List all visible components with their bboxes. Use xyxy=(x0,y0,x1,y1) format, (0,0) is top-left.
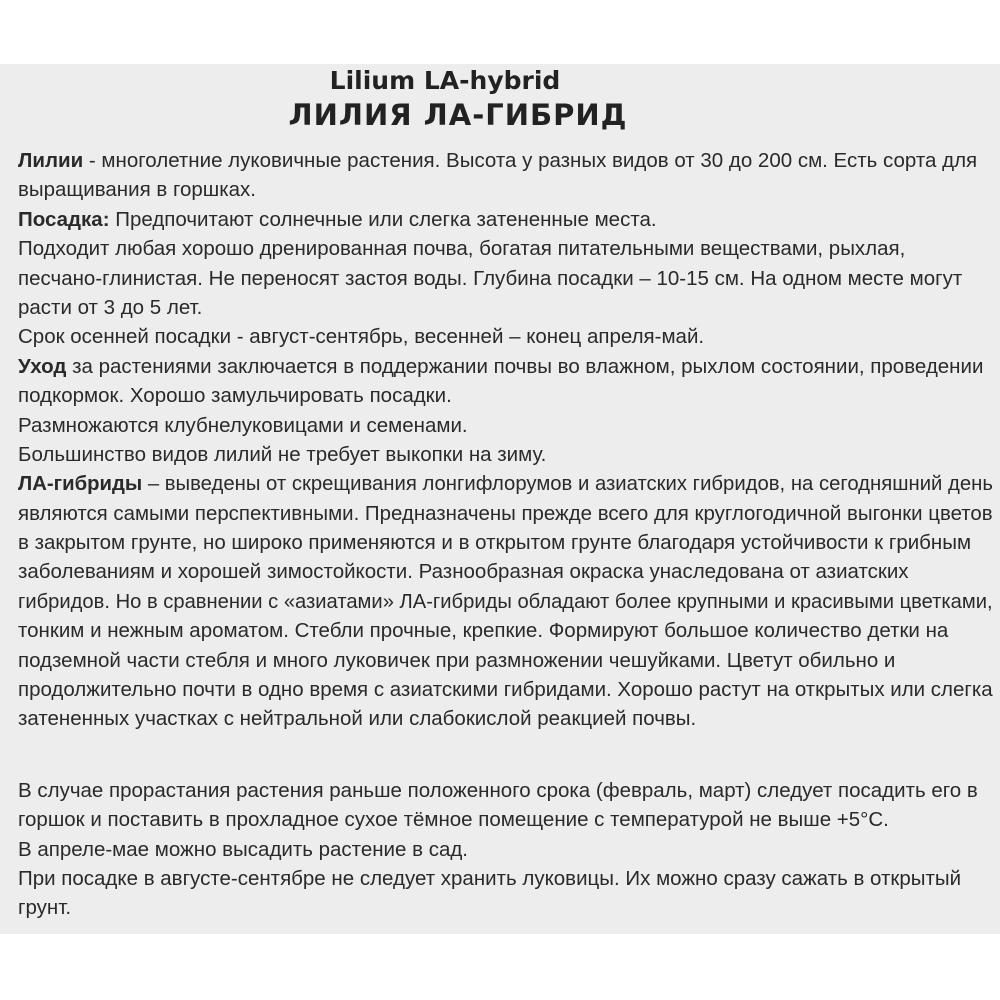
text-line: заболеваниям и хорошей зимостойкости. Разнообразная окраска унаследована от азиатских xyxy=(18,560,909,584)
text-line: Размножаются клубнелуковицами и семенами. xyxy=(18,413,468,437)
term-lilies: Лилии xyxy=(18,149,84,172)
text-line: тонким и нежным ароматом. Стебли прочные, крепкие. Формируют большое количество детки на xyxy=(18,619,949,643)
text-line: грунт. xyxy=(18,896,72,920)
term-la-hybrids: ЛА-гибриды xyxy=(18,472,143,496)
text-line: гибридов. Но в сравнении с «азиатами» ЛА-гибриды обладают более крупными и красивыми цветками, xyxy=(18,589,993,613)
text-span: - многолетние луковичные растения. Высота у разных видов от 30 до 200 см. Есть сорта для xyxy=(83,149,978,172)
text-span: Предпочитают солнечные или слегка затененные места. xyxy=(109,207,657,231)
text-line xyxy=(18,469,993,498)
text-line: в закрытом грунте, но широко применяются и в открытом грунте благодаря устойчивости к грибным xyxy=(18,531,972,555)
instructions-text xyxy=(18,146,993,923)
text-line: Срок осенней посадки - август-сентябрь, весенней – конец апреля-май. xyxy=(18,325,705,349)
text-line: расти от 3 до 5 лет. xyxy=(18,295,203,319)
text-line: подкормок. Хорошо замульчировать посадки. xyxy=(18,384,452,408)
text-line: Большинство видов лилий не требует выкопки на зиму. xyxy=(18,442,547,466)
text-line: затененных участках с нейтральной или слабокислой реакцией почвы. xyxy=(18,707,697,731)
term-care: Уход xyxy=(18,354,67,378)
text-span: за растениями заключается в поддержании почвы во влажном, рыхлом состоянии, проведении xyxy=(66,354,984,378)
title-latin: Lilium LA-hybrid xyxy=(329,66,561,95)
text-line: продолжительно почти в одно время с азиатскими гибридами. Хорошо растут на открытых или слегка xyxy=(18,678,993,702)
text-span: – выведены от скрещивания лонгифлорумов и азиатских гибридов, на сегодняшний день xyxy=(142,472,993,496)
text-line: подземной части стебля и много луковичек при размножении чешуйками. Цветут обильно и xyxy=(18,648,896,672)
text-line: При посадке в августе-сентябре не следует хранить луковицы. Их можно сразу сажать в открытый xyxy=(18,866,962,890)
text-line: песчано-глинистая. Не переносят застоя воды. Глубина посадки – 10-15 см. На одном месте могут xyxy=(18,266,963,290)
paragraph-gap xyxy=(18,734,993,776)
text-line: горшок и поставить в прохладное сухое тёмное помещение с температурой не выше +5°С. xyxy=(18,808,889,832)
term-planting: Посадка: xyxy=(18,207,110,231)
text-line: В апреле-мае можно высадить растение в сад. xyxy=(18,837,468,861)
text-line xyxy=(18,146,993,175)
text-line: являются самыми перспективными. Предназначены прежде всего для круглогодичной выгонки цветов xyxy=(18,501,993,525)
title-russian: ЛИЛИЯ ЛА-ГИБРИД xyxy=(288,98,628,132)
text-line: выращивания в горшках. xyxy=(18,178,257,202)
text-line xyxy=(18,205,993,234)
text-line xyxy=(18,352,993,381)
text-line: В случае прорастания растения раньше положенного срока (февраль, март) следует посадить его в xyxy=(18,778,978,802)
text-line: Подходит любая хорошо дренированная почва, богатая питательными веществами, рыхлая, xyxy=(18,237,906,261)
